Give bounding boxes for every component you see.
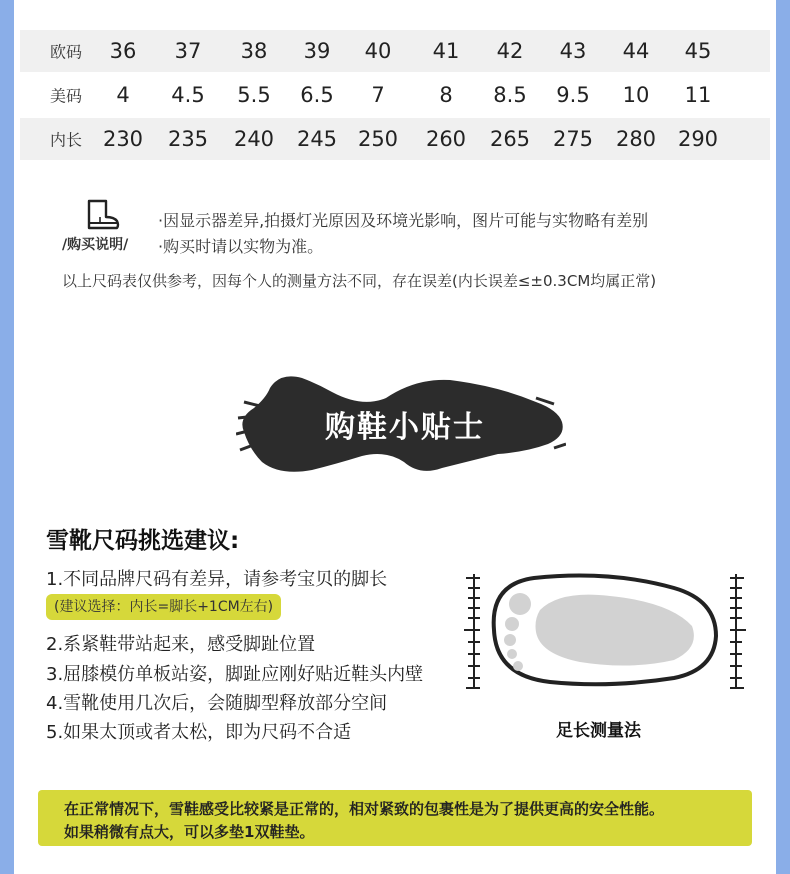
size-cell: 42 [496, 39, 524, 63]
advice-item: 4.雪靴使用几次后，会随脚型释放部分空间 [46, 693, 388, 714]
size-cell: 240 [233, 127, 275, 151]
notice-line: ·购买时请以实物为准。 [158, 237, 324, 256]
size-row-length [20, 118, 770, 160]
size-row-us [20, 74, 770, 116]
advice-highlight: (建议选择：内长=脚长+1CM左右) [46, 594, 281, 620]
bottom-note [38, 790, 752, 846]
size-cell: 8 [439, 83, 453, 107]
advice-item: 2.系紧鞋带站起来，感受脚趾位置 [46, 634, 316, 655]
foot-caption: 足长测量法 [556, 721, 641, 741]
size-cell: 41 [432, 39, 460, 63]
row-label: 内长 [50, 130, 83, 150]
size-cell: 38 [240, 39, 268, 63]
size-cell: 40 [364, 39, 392, 63]
size-cell: 10 [622, 83, 650, 107]
size-table [20, 30, 770, 162]
size-cell: 37 [174, 39, 202, 63]
size-cell: 280 [615, 127, 657, 151]
right-side-bar [776, 0, 790, 874]
size-cell: 260 [425, 127, 467, 151]
size-cell: 9.5 [556, 83, 590, 107]
size-cell: 4 [116, 83, 130, 107]
advice-item: 1.不同品牌尺码有差异，请参考宝贝的脚长 [46, 569, 388, 590]
size-cell: 275 [552, 127, 594, 151]
buy-note-label: /购买说明/ [62, 237, 129, 253]
size-cell: 45 [684, 39, 712, 63]
tips-title: 购鞋小贴士 [325, 410, 485, 445]
size-cell: 43 [559, 39, 587, 63]
notice-line: ·因显示器差异,拍摄灯光原因及环境光影响，图片可能与实物略有差别 [158, 211, 649, 230]
size-row-eu [20, 30, 770, 72]
advice-heading: 雪靴尺码挑选建议: [46, 528, 240, 554]
bottom-note-line: 在正常情况下，雪鞋感受比较紧是正常的，相对紧致的包裹性是为了提供更高的安全性能。 [64, 800, 665, 818]
row-label: 美码 [50, 86, 83, 106]
size-cell: 4.5 [171, 83, 205, 107]
size-cell: 39 [303, 39, 331, 63]
size-cell: 230 [102, 127, 144, 151]
size-disclaimer: 以上尺码表仅供参考，因每个人的测量方法不同，存在误差(内长误差≤±0.3CM均属正常) [62, 272, 657, 290]
size-cell: 8.5 [493, 83, 527, 107]
size-cell: 6.5 [300, 83, 334, 107]
advice-item: 3.屈膝模仿单板站姿，脚趾应刚好贴近鞋头内壁 [46, 664, 424, 685]
size-cell: 265 [489, 127, 531, 151]
size-cell: 5.5 [237, 83, 271, 107]
size-cell: 7 [371, 83, 385, 107]
boot-icon [86, 199, 120, 231]
size-cell: 36 [109, 39, 137, 63]
size-cell: 250 [357, 127, 399, 151]
row-label: 欧码 [50, 42, 83, 62]
advice-item: 5.如果太顶或者太松，即为尺码不合适 [46, 722, 352, 743]
bottom-note-line: 如果稍微有点大，可以多垫1双鞋垫。 [64, 823, 315, 841]
left-side-bar [0, 0, 14, 874]
size-cell: 290 [677, 127, 719, 151]
footprint-icon [460, 570, 750, 698]
size-cell: 11 [684, 83, 712, 107]
size-cell: 235 [167, 127, 209, 151]
size-cell: 245 [296, 127, 338, 151]
size-cell: 44 [622, 39, 650, 63]
